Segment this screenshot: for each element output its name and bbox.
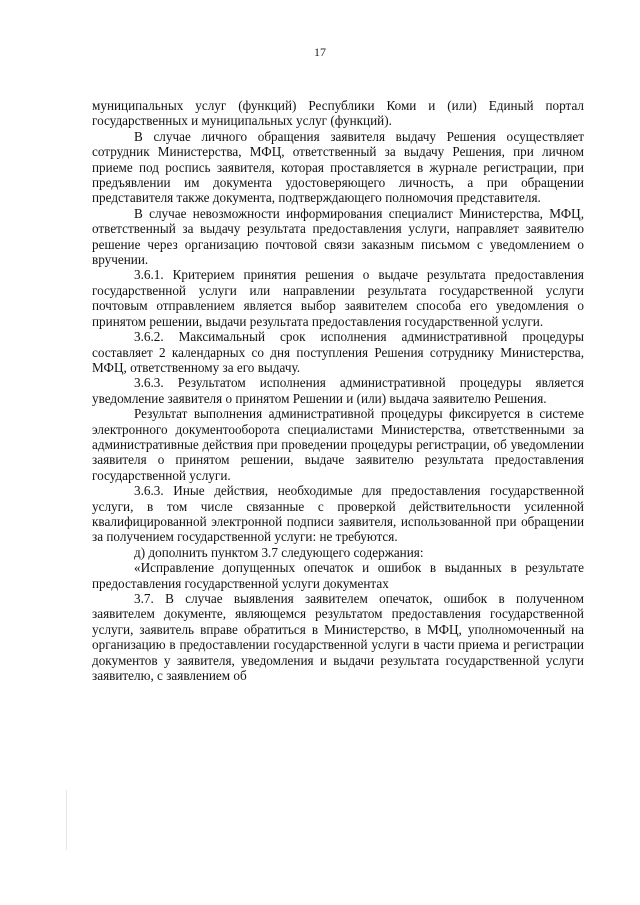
document-body — [92, 98, 584, 683]
paragraph-3-6-3-other-actions: 3.6.3. Иные действия, необходимые для предоставления государственной услуги, в том числе связанные с проверкой действительности усиленной квалифицированной электронной подписи заявителя, использованной при обращении за получением государственной услуги: не требуются. — [92, 483, 584, 545]
page-number: 17 — [314, 45, 326, 59]
scan-margin-mark — [66, 790, 67, 850]
paragraph-3-7: 3.7. В случае выявления заявителем опечаток, ошибок в полученном заявителем документе, являющемся результатом предоставления государственной услуги, заявитель вправе обратиться в Министерство, в МФЦ, уполномоченный на организацию в предоставлении государственной услуги в части приема и регистрации документов у заявителя, уведомления и выдачи результата государственной услуги заявителю, с заявлением об — [92, 591, 584, 684]
paragraph-3-6-3-result: 3.6.3. Результатом исполнения административной процедуры является уведомление заявителя о принятом Решении и (или) выдача заявителю Решения. — [92, 375, 584, 406]
paragraph-3-6-2: 3.6.2. Максимальный срок исполнения административной процедуры составляет 2 календарных со дня поступления Решения сотруднику Министерства, МФЦ, ответственному за его выдачу. — [92, 329, 584, 375]
paragraph-amendment-d: д) дополнить пунктом 3.7 следующего содержания: — [134, 544, 424, 560]
paragraph-postal-delivery: В случае невозможности информирования специалист Министерства, МФЦ, ответственный за выдачу результата предоставления услуги, направляет заявителю решение через организацию почтовой связи заказным письмом с уведомлением о вручении. — [92, 205, 584, 268]
paragraph-personal-issuance: В случае личного обращения заявителя выдачу Решения осуществляет сотрудник Министерства, МФЦ, ответственный за выдачу Решения, при личном приеме под роспись заявителя, которая проставляется в журнале регистрации, при предъявлении им документа удостоверяющего личность, а при обращении представителя также документа, подтверждающего полномочия представителя. — [92, 128, 584, 206]
paragraph-result-recording: Результат выполнения административной процедуры фиксируется в системе электронного документооборота специалистами Министерства, ответственными за административные действия при проведении процедуры регистрации, об уведомлении заявителя о принятом решении, выдаче заявителю результата предоставления государственной услуги. — [92, 406, 584, 483]
paragraph-portal-continuation: муниципальных услуг (функций) Республики Коми и (или) Единый портал государственных и муниципальных услуг (функций). — [92, 98, 584, 129]
paragraph-corrections-heading: «Исправление допущенных опечаток и ошибок в выданных в результате предоставления государственной услуги документах — [92, 560, 584, 591]
paragraph-3-6-1: 3.6.1. Критерием принятия решения о выдаче результата предоставления государственной услуги или направлении результата государственной услуги почтовым отправлением является выбор заявителем способа его уведомления о принятом решении, выдачи результата предоставления государственной услуги. — [92, 267, 584, 329]
